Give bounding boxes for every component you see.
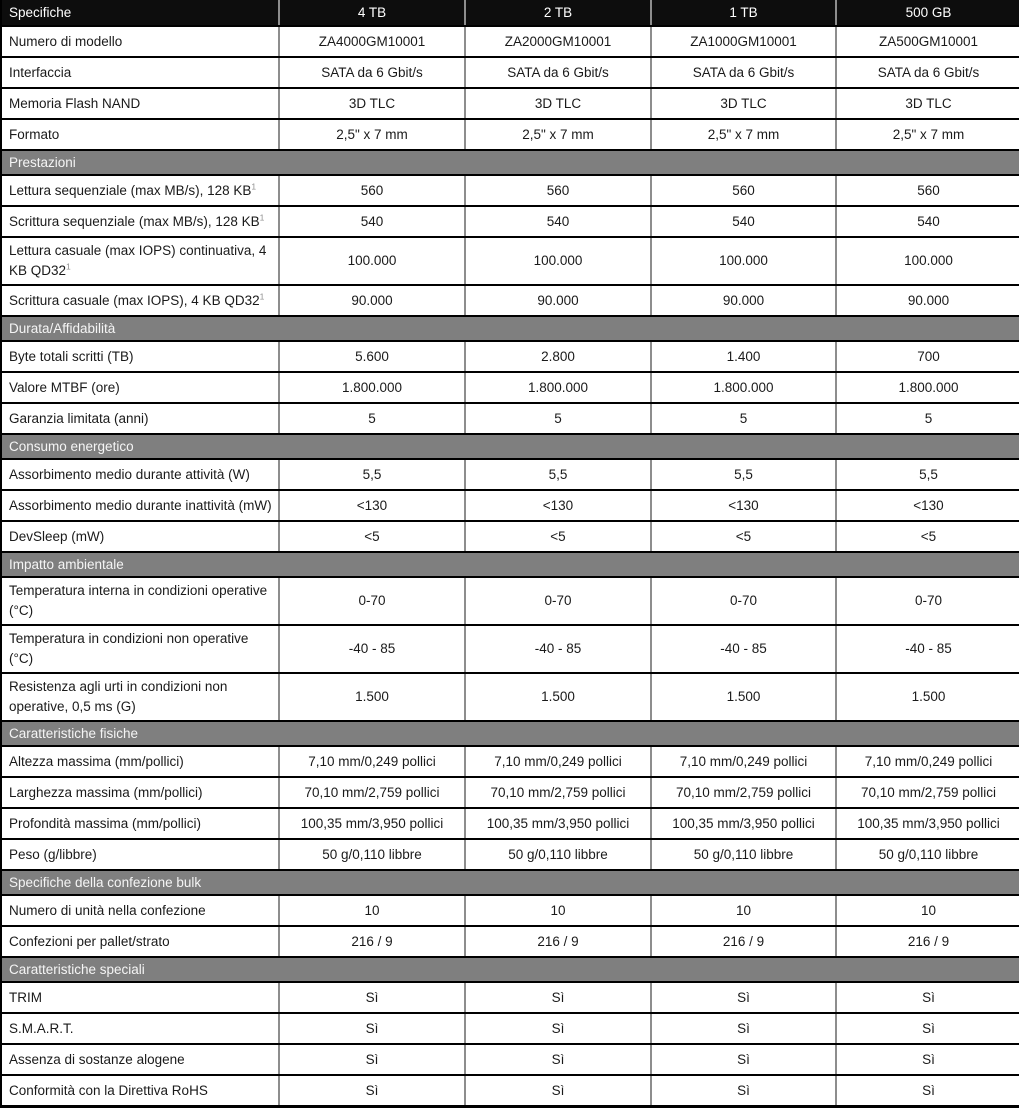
spec-value-cell: 560 <box>465 175 651 206</box>
spec-value-cell: 2,5" x 7 mm <box>279 119 465 150</box>
spec-header-title: Specifiche <box>1 0 279 26</box>
spec-value-cell: 5,5 <box>465 459 651 490</box>
spec-value-cell: 10 <box>651 895 836 926</box>
spec-value-cell: 0-70 <box>465 577 651 625</box>
spec-value-cell: 70,10 mm/2,759 pollici <box>465 777 651 808</box>
spec-value-cell: 1.500 <box>279 673 465 721</box>
row-label: Garanzia limitata (anni) <box>9 410 149 426</box>
table-row <box>1 808 1019 839</box>
spec-value-cell: 50 g/0,110 libbre <box>279 839 465 870</box>
row-label: Assorbimento medio durante inattività (mW) <box>9 497 272 513</box>
table-row <box>1 982 1019 1013</box>
spec-value-cell: <130 <box>836 490 1019 521</box>
spec-value-cell: Sì <box>465 982 651 1013</box>
section-header-row <box>1 150 1019 175</box>
row-label-cell <box>1 1075 279 1107</box>
table-row <box>1 459 1019 490</box>
table-row <box>1 625 1019 673</box>
spec-value-cell: 3D TLC <box>836 88 1019 119</box>
row-label: Lettura casuale (max IOPS) continuativa, 4 KB QD32 <box>9 243 267 278</box>
table-row <box>1 521 1019 552</box>
spec-value-cell: 2,5" x 7 mm <box>465 119 651 150</box>
spec-value-cell: 90.000 <box>651 285 836 316</box>
row-label: Profondità massima (mm/pollici) <box>9 815 202 831</box>
spec-value-cell: 100,35 mm/3,950 pollici <box>465 808 651 839</box>
spec-value-cell: 100.000 <box>836 237 1019 285</box>
capacity-column-header: 500 GB <box>836 0 1019 26</box>
spec-header-row <box>1 0 1019 26</box>
row-label: Numero di modello <box>9 33 123 49</box>
spec-value-cell: 216 / 9 <box>279 926 465 957</box>
table-row <box>1 341 1019 372</box>
spec-value-cell: Sì <box>279 982 465 1013</box>
spec-value-cell: 7,10 mm/0,249 pollici <box>465 746 651 777</box>
row-label-cell <box>1 839 279 870</box>
row-label: Scrittura sequenziale (max MB/s), 128 KB <box>9 213 260 229</box>
spec-value-cell: Sì <box>836 982 1019 1013</box>
row-label: Altezza massima (mm/pollici) <box>9 753 184 769</box>
row-label-cell <box>1 88 279 119</box>
spec-value-cell: 216 / 9 <box>465 926 651 957</box>
table-row <box>1 1044 1019 1075</box>
row-label-cell <box>1 285 279 316</box>
row-label: TRIM <box>9 989 42 1005</box>
spec-value-cell: 10 <box>836 895 1019 926</box>
capacity-column-header: 2 TB <box>465 0 651 26</box>
spec-value-cell: 1.500 <box>465 673 651 721</box>
row-label: Confezioni per pallet/strato <box>9 933 170 949</box>
row-label-cell <box>1 175 279 206</box>
table-row <box>1 57 1019 88</box>
spec-value-cell: 1.500 <box>651 673 836 721</box>
spec-value-cell: ZA500GM10001 <box>836 26 1019 57</box>
spec-value-cell: Sì <box>651 982 836 1013</box>
spec-value-cell: -40 - 85 <box>465 625 651 673</box>
spec-value-cell: Sì <box>836 1013 1019 1044</box>
spec-value-cell: 560 <box>279 175 465 206</box>
table-row <box>1 577 1019 625</box>
spec-value-cell: 70,10 mm/2,759 pollici <box>651 777 836 808</box>
row-label: Temperatura in condizioni non operative (°C) <box>9 631 249 666</box>
table-row <box>1 1075 1019 1107</box>
spec-value-cell: 50 g/0,110 libbre <box>836 839 1019 870</box>
spec-value-cell: 50 g/0,110 libbre <box>651 839 836 870</box>
section-header-title: Consumo energetico <box>1 434 1019 459</box>
spec-value-cell: 100,35 mm/3,950 pollici <box>279 808 465 839</box>
spec-value-cell: 70,10 mm/2,759 pollici <box>279 777 465 808</box>
spec-table-body <box>1 26 1019 1107</box>
spec-value-cell: 5 <box>836 403 1019 434</box>
row-label: Byte totali scritti (TB) <box>9 348 134 364</box>
row-label: S.M.A.R.T. <box>9 1020 74 1036</box>
row-label-cell <box>1 777 279 808</box>
section-header-title: Durata/Affidabilità <box>1 316 1019 341</box>
spec-value-cell: 2,5" x 7 mm <box>836 119 1019 150</box>
footnote-reference: 1 <box>259 291 265 301</box>
spec-value-cell: 1.800.000 <box>836 372 1019 403</box>
row-label-cell <box>1 577 279 625</box>
spec-value-cell: Sì <box>465 1075 651 1107</box>
spec-value-cell: 5,5 <box>836 459 1019 490</box>
row-label-cell <box>1 673 279 721</box>
table-row <box>1 88 1019 119</box>
row-label: Assorbimento medio durante attività (W) <box>9 466 250 482</box>
row-label: Scrittura casuale (max IOPS), 4 KB QD32 <box>9 292 260 308</box>
table-row <box>1 119 1019 150</box>
spec-value-cell: SATA da 6 Gbit/s <box>279 57 465 88</box>
row-label-cell <box>1 1044 279 1075</box>
row-label-cell <box>1 625 279 673</box>
row-label-cell <box>1 490 279 521</box>
spec-value-cell: <5 <box>465 521 651 552</box>
table-row <box>1 746 1019 777</box>
row-label-cell <box>1 982 279 1013</box>
spec-value-cell: 90.000 <box>279 285 465 316</box>
spec-value-cell: Sì <box>465 1013 651 1044</box>
row-label: Larghezza massima (mm/pollici) <box>9 784 203 800</box>
row-label-cell <box>1 926 279 957</box>
row-label: Temperatura interna in condizioni operative (°C) <box>9 583 268 618</box>
spec-value-cell: 5,5 <box>651 459 836 490</box>
spec-value-cell: Sì <box>651 1075 836 1107</box>
table-row <box>1 673 1019 721</box>
spec-value-cell: Sì <box>279 1013 465 1044</box>
spec-value-cell: 0-70 <box>651 577 836 625</box>
spec-value-cell: 3D TLC <box>279 88 465 119</box>
row-label-cell <box>1 26 279 57</box>
row-label: Valore MTBF (ore) <box>9 379 120 395</box>
spec-value-cell: Sì <box>651 1013 836 1044</box>
table-row <box>1 285 1019 316</box>
spec-value-cell: 100,35 mm/3,950 pollici <box>651 808 836 839</box>
spec-value-cell: <130 <box>465 490 651 521</box>
section-header-title: Prestazioni <box>1 150 1019 175</box>
table-row <box>1 26 1019 57</box>
table-row <box>1 1013 1019 1044</box>
spec-value-cell: 560 <box>651 175 836 206</box>
spec-value-cell: 560 <box>836 175 1019 206</box>
row-label-cell <box>1 808 279 839</box>
spec-value-cell: 0-70 <box>836 577 1019 625</box>
row-label-cell <box>1 895 279 926</box>
row-label-cell <box>1 459 279 490</box>
spec-value-cell: 5 <box>465 403 651 434</box>
spec-value-cell: Sì <box>836 1044 1019 1075</box>
table-row <box>1 237 1019 285</box>
spec-value-cell: 10 <box>279 895 465 926</box>
spec-value-cell: <130 <box>651 490 836 521</box>
spec-value-cell: 1.400 <box>651 341 836 372</box>
table-row <box>1 895 1019 926</box>
spec-value-cell: Sì <box>836 1075 1019 1107</box>
spec-value-cell: <5 <box>651 521 836 552</box>
spec-value-cell: 216 / 9 <box>651 926 836 957</box>
row-label: Peso (g/libbre) <box>9 846 97 862</box>
spec-value-cell: 1.500 <box>836 673 1019 721</box>
spec-value-cell: 50 g/0,110 libbre <box>465 839 651 870</box>
spec-value-cell: 216 / 9 <box>836 926 1019 957</box>
spec-value-cell: SATA da 6 Gbit/s <box>465 57 651 88</box>
spec-value-cell: 3D TLC <box>651 88 836 119</box>
spec-value-cell: 100.000 <box>279 237 465 285</box>
section-header-title: Impatto ambientale <box>1 552 1019 577</box>
spec-value-cell: 1.800.000 <box>465 372 651 403</box>
row-label-cell <box>1 206 279 237</box>
spec-value-cell: Sì <box>651 1044 836 1075</box>
section-header-title: Caratteristiche fisiche <box>1 721 1019 746</box>
spec-value-cell: 540 <box>836 206 1019 237</box>
footnote-reference: 1 <box>259 212 265 222</box>
spec-value-cell: -40 - 85 <box>836 625 1019 673</box>
spec-value-cell: <5 <box>836 521 1019 552</box>
row-label: Interfaccia <box>9 64 72 80</box>
spec-value-cell: 100.000 <box>465 237 651 285</box>
row-label-cell <box>1 119 279 150</box>
spec-value-cell: 700 <box>836 341 1019 372</box>
spec-value-cell: ZA1000GM10001 <box>651 26 836 57</box>
row-label-cell <box>1 372 279 403</box>
spec-value-cell: -40 - 85 <box>279 625 465 673</box>
section-header-row <box>1 434 1019 459</box>
table-row <box>1 490 1019 521</box>
spec-value-cell: 100,35 mm/3,950 pollici <box>836 808 1019 839</box>
spec-value-cell: Sì <box>465 1044 651 1075</box>
row-label-cell <box>1 341 279 372</box>
spec-value-cell: 100.000 <box>651 237 836 285</box>
spec-value-cell: 3D TLC <box>465 88 651 119</box>
spec-value-cell: <5 <box>279 521 465 552</box>
spec-value-cell: 7,10 mm/0,249 pollici <box>836 746 1019 777</box>
spec-value-cell: 5 <box>279 403 465 434</box>
spec-value-cell: 2.800 <box>465 341 651 372</box>
footnote-reference: 1 <box>66 261 71 272</box>
spec-value-cell: 90.000 <box>465 285 651 316</box>
spec-value-cell: ZA4000GM10001 <box>279 26 465 57</box>
row-label-cell <box>1 521 279 552</box>
spec-value-cell: <130 <box>279 490 465 521</box>
spec-value-cell: -40 - 85 <box>651 625 836 673</box>
capacity-column-header: 1 TB <box>651 0 836 26</box>
spec-value-cell: 70,10 mm/2,759 pollici <box>836 777 1019 808</box>
spec-value-cell: 5 <box>651 403 836 434</box>
table-row <box>1 403 1019 434</box>
section-header-row <box>1 552 1019 577</box>
row-label-cell <box>1 237 279 285</box>
capacity-column-header: 4 TB <box>279 0 465 26</box>
table-row <box>1 839 1019 870</box>
section-header-title: Specifiche della confezione bulk <box>1 870 1019 895</box>
spec-value-cell: 540 <box>465 206 651 237</box>
spec-value-cell: 90.000 <box>836 285 1019 316</box>
footnote-reference: 1 <box>251 181 257 191</box>
table-row <box>1 777 1019 808</box>
spec-value-cell: 5.600 <box>279 341 465 372</box>
table-row <box>1 926 1019 957</box>
spec-value-cell: 0-70 <box>279 577 465 625</box>
row-label: DevSleep (mW) <box>9 528 105 544</box>
spec-value-cell: 1.800.000 <box>279 372 465 403</box>
row-label: Conformità con la Direttiva RoHS <box>9 1082 208 1098</box>
spec-value-cell: ZA2000GM10001 <box>465 26 651 57</box>
section-header-title: Caratteristiche speciali <box>1 957 1019 982</box>
section-header-row <box>1 870 1019 895</box>
spec-value-cell: 540 <box>651 206 836 237</box>
row-label: Memoria Flash NAND <box>9 95 141 111</box>
spec-value-cell: SATA da 6 Gbit/s <box>836 57 1019 88</box>
spec-value-cell: 540 <box>279 206 465 237</box>
section-header-row <box>1 316 1019 341</box>
section-header-row <box>1 721 1019 746</box>
row-label: Numero di unità nella confezione <box>9 902 206 918</box>
spec-value-cell: 5,5 <box>279 459 465 490</box>
spec-table-header <box>1 0 1019 26</box>
spec-value-cell: Sì <box>279 1075 465 1107</box>
row-label: Resistenza agli urti in condizioni non operative, 0,5 ms (G) <box>9 679 228 714</box>
table-row <box>1 175 1019 206</box>
row-label: Lettura sequenziale (max MB/s), 128 KB <box>9 182 252 198</box>
table-row <box>1 372 1019 403</box>
spec-value-cell: SATA da 6 Gbit/s <box>651 57 836 88</box>
row-label-cell <box>1 746 279 777</box>
spec-value-cell: 10 <box>465 895 651 926</box>
row-label-cell <box>1 1013 279 1044</box>
row-label: Assenza di sostanze alogene <box>9 1051 185 1067</box>
row-label-cell <box>1 57 279 88</box>
spec-value-cell: 7,10 mm/0,249 pollici <box>651 746 836 777</box>
spec-value-cell: 7,10 mm/0,249 pollici <box>279 746 465 777</box>
spec-value-cell: 1.800.000 <box>651 372 836 403</box>
row-label-cell <box>1 403 279 434</box>
row-label: Formato <box>9 126 60 142</box>
spec-value-cell: Sì <box>279 1044 465 1075</box>
spec-value-cell: 2,5" x 7 mm <box>651 119 836 150</box>
table-row <box>1 206 1019 237</box>
